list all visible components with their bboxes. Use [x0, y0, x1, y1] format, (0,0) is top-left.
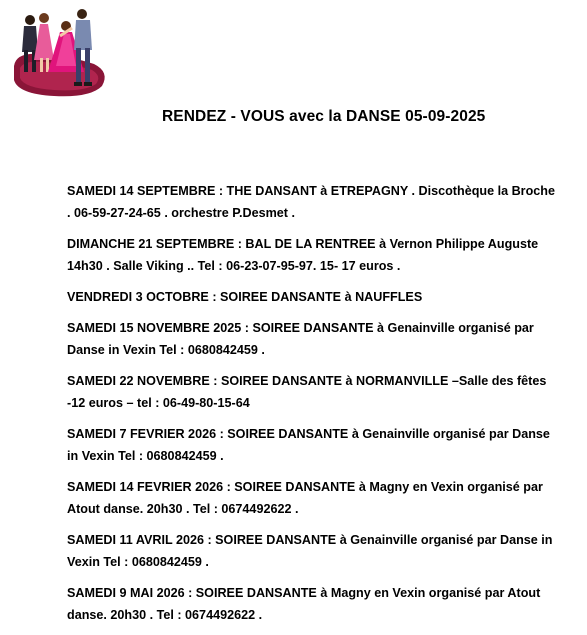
list-item: SAMEDI 22 NOVEMBRE : SOIREE DANSANTE à NORMANVILLE –Salle des fêtes -12 euros – tel : 06-49-80-15-64	[67, 374, 547, 410]
list-item: SAMEDI 15 NOVEMBRE 2025 : SOIREE DANSANTE à Genainville organisé par Danse in Vexin Tel : 0680842459 .	[67, 321, 534, 357]
event-list	[67, 180, 557, 635]
list-item: VENDREDI 3 OCTOBRE : SOIREE DANSANTE à NAUFFLES	[67, 290, 423, 304]
page-title: RENDEZ - VOUS avec la DANSE 05-09-2025	[162, 108, 486, 125]
list-item: SAMEDI 7 FEVRIER 2026 : SOIREE DANSANTE à Genainville organisé par Danse in Vexin Tel : 0680842459 .	[67, 427, 550, 463]
list-item: SAMEDI 14 FEVRIER 2026 : SOIREE DANSANTE à Magny en Vexin organisé par Atout danse. 20h30 . Tel : 0674492622 .	[67, 480, 543, 516]
list-item: SAMEDI 11 AVRIL 2026 : SOIREE DANSANTE à Genainville organisé par Danse in Vexin Tel : 0680842459 .	[67, 533, 553, 569]
list-item: SAMEDI 14 SEPTEMBRE : THE DANSANT à ETREPAGNY . Discothèque la Broche . 06-59-27-24-65 . orchestre P.Desmet .	[67, 184, 555, 220]
list-item: DIMANCHE 21 SEPTEMBRE : BAL DE LA RENTREE à Vernon Philippe Auguste 14h30 . Salle Viking .. Tel : 06-23-07-95-97. 15- 17 euros .	[67, 237, 539, 273]
list-item: SAMEDI 9 MAI 2026 : SOIREE DANSANTE à Magny en Vexin organisé par Atout danse. 20h30 . Tel : 0674492622 .	[67, 586, 541, 622]
dancing-couples-icon	[10, 6, 110, 98]
